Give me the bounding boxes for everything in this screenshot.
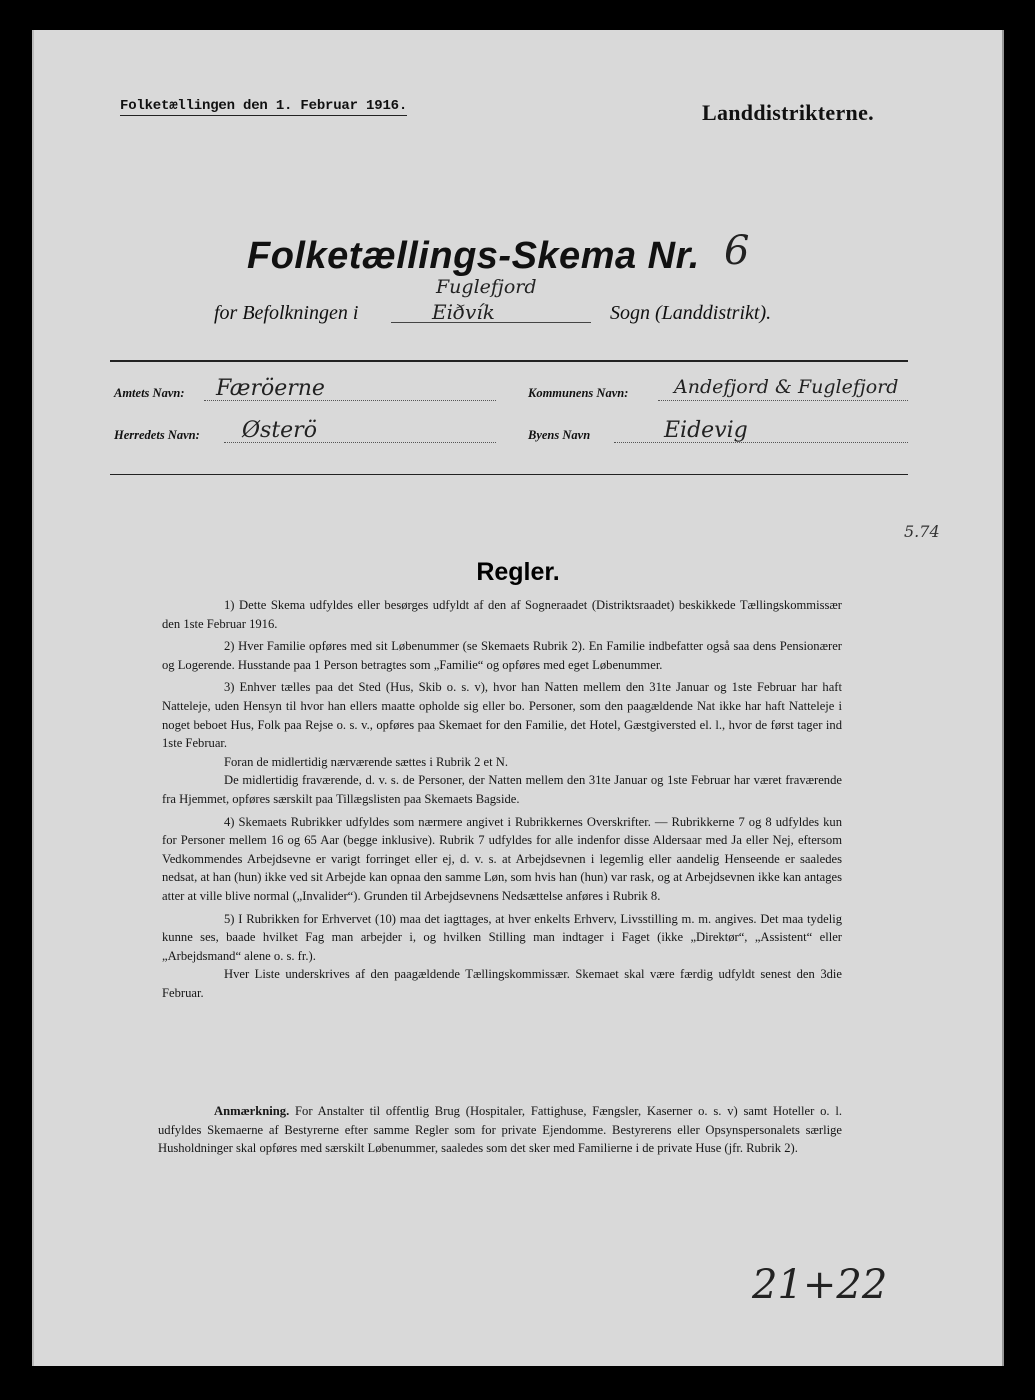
note-text: For Anstalter til offentlig Brug (Hospitaler, Fattighuse, Fængsler, Kaserner o. s. v) samt Hoteller o. l. udfyldes Skemaerne af Bestyrerne efter samme Regler som for private Ejendomme. Bestyrerens eller Opsynspersonalets særlige Husholdninger skal opføres med særskilt Løbenummer, saaledes som det sker med Familierne i de private Huse (jfr. Rubrik 2). bbox=[158, 1104, 842, 1156]
form-title: Folketællings-Skema Nr. bbox=[247, 235, 700, 277]
rule-4: 4) Skemaets Rubrikker udfyldes som nærmere angivet i Rubrikkernes Overskrifter. — Rubrikkerne 7 og 8 udfyldes kun for Personer mellem 16 og 65 Aar (begge inklusive). Rubrik 7 udfyldes for alle indenfor disse Aldersaar med Ja eller Nej, eftersom Vedkommendes Arbejdsevne er varigt forringet eller ej, d. v. s. at Arbejdsevnen i legemlig eller aandelig Henseende er saaledes nedsat, at han (hun) ikke ved sit Arbejde kan opnaa den samme Løn, som hvis han (hun) var rask, og at Arbejdsevnen ikke kan antages atter at ville blive normal („Invalider“). Grunden til Arbejdsevnens Nedsættelse anføres i Rubrik 8. bbox=[162, 814, 842, 903]
side-annotation: 5.74 bbox=[904, 522, 940, 541]
census-form-page bbox=[32, 30, 1004, 1366]
rule-3: 3) Enhver tælles paa det Sted (Hus, Skib o. s. v), hvor han Natten mellem den 31te Januar og 1ste Februar har haft Natteleje, uden Hensyn til hvor han ellers maatte opholde sig eller bo. Personer, som den paagældende Nat ikke har haft Natteleje i noget beboet Hus, Folk paa Rejse o. s. v., opføres paa Skemaet for den Familie, det Hotel, Gæstgiversted el. l., hvor de først tager ind 1ste Februar. bbox=[162, 680, 842, 751]
note-block bbox=[158, 1102, 842, 1158]
by-line bbox=[614, 442, 908, 443]
rule-3b: Foran de midlertidig nærværende sættes i Rubrik 2 et N. bbox=[224, 754, 509, 769]
kommune-value: Andefjord & Fuglefjord bbox=[674, 376, 899, 398]
note-paragraph bbox=[158, 1102, 842, 1158]
header-census-date: Folketællingen den 1. Februar 1916. bbox=[120, 98, 408, 114]
by-label: Byens Navn bbox=[528, 428, 591, 442]
rule-5: 5) I Rubrikken for Erhvervet (10) maa det iagttages, at hver enkelts Erhverv, Livsstilling m. m. angives. Det maa tydelig kunne ses, baade hvilket Fag man arbejder i, og hvilken Stilling man indtager i Faget (ikke „Direktør“, „Assistent“ eller „Arbejdsmand“ alene o. s. fr.). bbox=[162, 911, 842, 963]
rule-1: 1) Dette Skema udfyldes eller besørges udfyldt af den af Sogneraadet (Distriktsraadet) beskikkede Tællingskommissær den 1ste Februar 1916. bbox=[162, 598, 842, 631]
rule-3c: De midlertidig fraværende, d. v. s. de Personer, der Natten mellem den 31te Januar og 1ste Februar har været fraværende fra Hjemmet, opføres særskilt paa Tillægslisten paa Skemaets Bagside. bbox=[162, 773, 842, 806]
herred-value: Østerö bbox=[242, 418, 317, 443]
rule-5b: Hver Liste underskrives af den paagældende Tællingskommissær. Skemaet skal være færdig udfyldt senest den 3die Februar. bbox=[162, 967, 842, 1000]
subtitle-suffix: Sogn (Landdistrikt). bbox=[610, 302, 772, 324]
by-value: Eidevig bbox=[664, 418, 748, 443]
kommune-label: Kommunens Navn: bbox=[528, 386, 629, 400]
form-number: 6 bbox=[724, 228, 750, 274]
parish-handwritten: Eiðvík bbox=[432, 300, 495, 324]
note-label: Anmærkning. bbox=[214, 1104, 290, 1118]
divider-bottom bbox=[110, 474, 908, 475]
bottom-annotation: 21+22 bbox=[752, 1262, 888, 1308]
amt-value: Færöerne bbox=[216, 376, 325, 401]
rules-body bbox=[162, 596, 842, 1006]
header-district-type: Landdistrikterne. bbox=[702, 100, 874, 125]
divider-top bbox=[110, 360, 908, 362]
rules-heading: Regler. bbox=[476, 558, 560, 586]
subtitle-prefix: for Befolkningen i bbox=[214, 302, 359, 324]
herred-label: Herredets Navn: bbox=[114, 428, 200, 442]
amt-label: Amtets Navn: bbox=[114, 386, 185, 400]
kommune-line bbox=[658, 400, 908, 401]
rule-2: 2) Hver Familie opføres med sit Løbenummer (se Skemaets Rubrik 2). En Familie indbefatter også saa dens Pensionærer og Logerende. Husstande paa 1 Person betragtes som „Familie“ og opføres med eget Løbenummer. bbox=[162, 639, 842, 672]
parish-handwritten-above: Fuglefjord bbox=[436, 276, 537, 298]
